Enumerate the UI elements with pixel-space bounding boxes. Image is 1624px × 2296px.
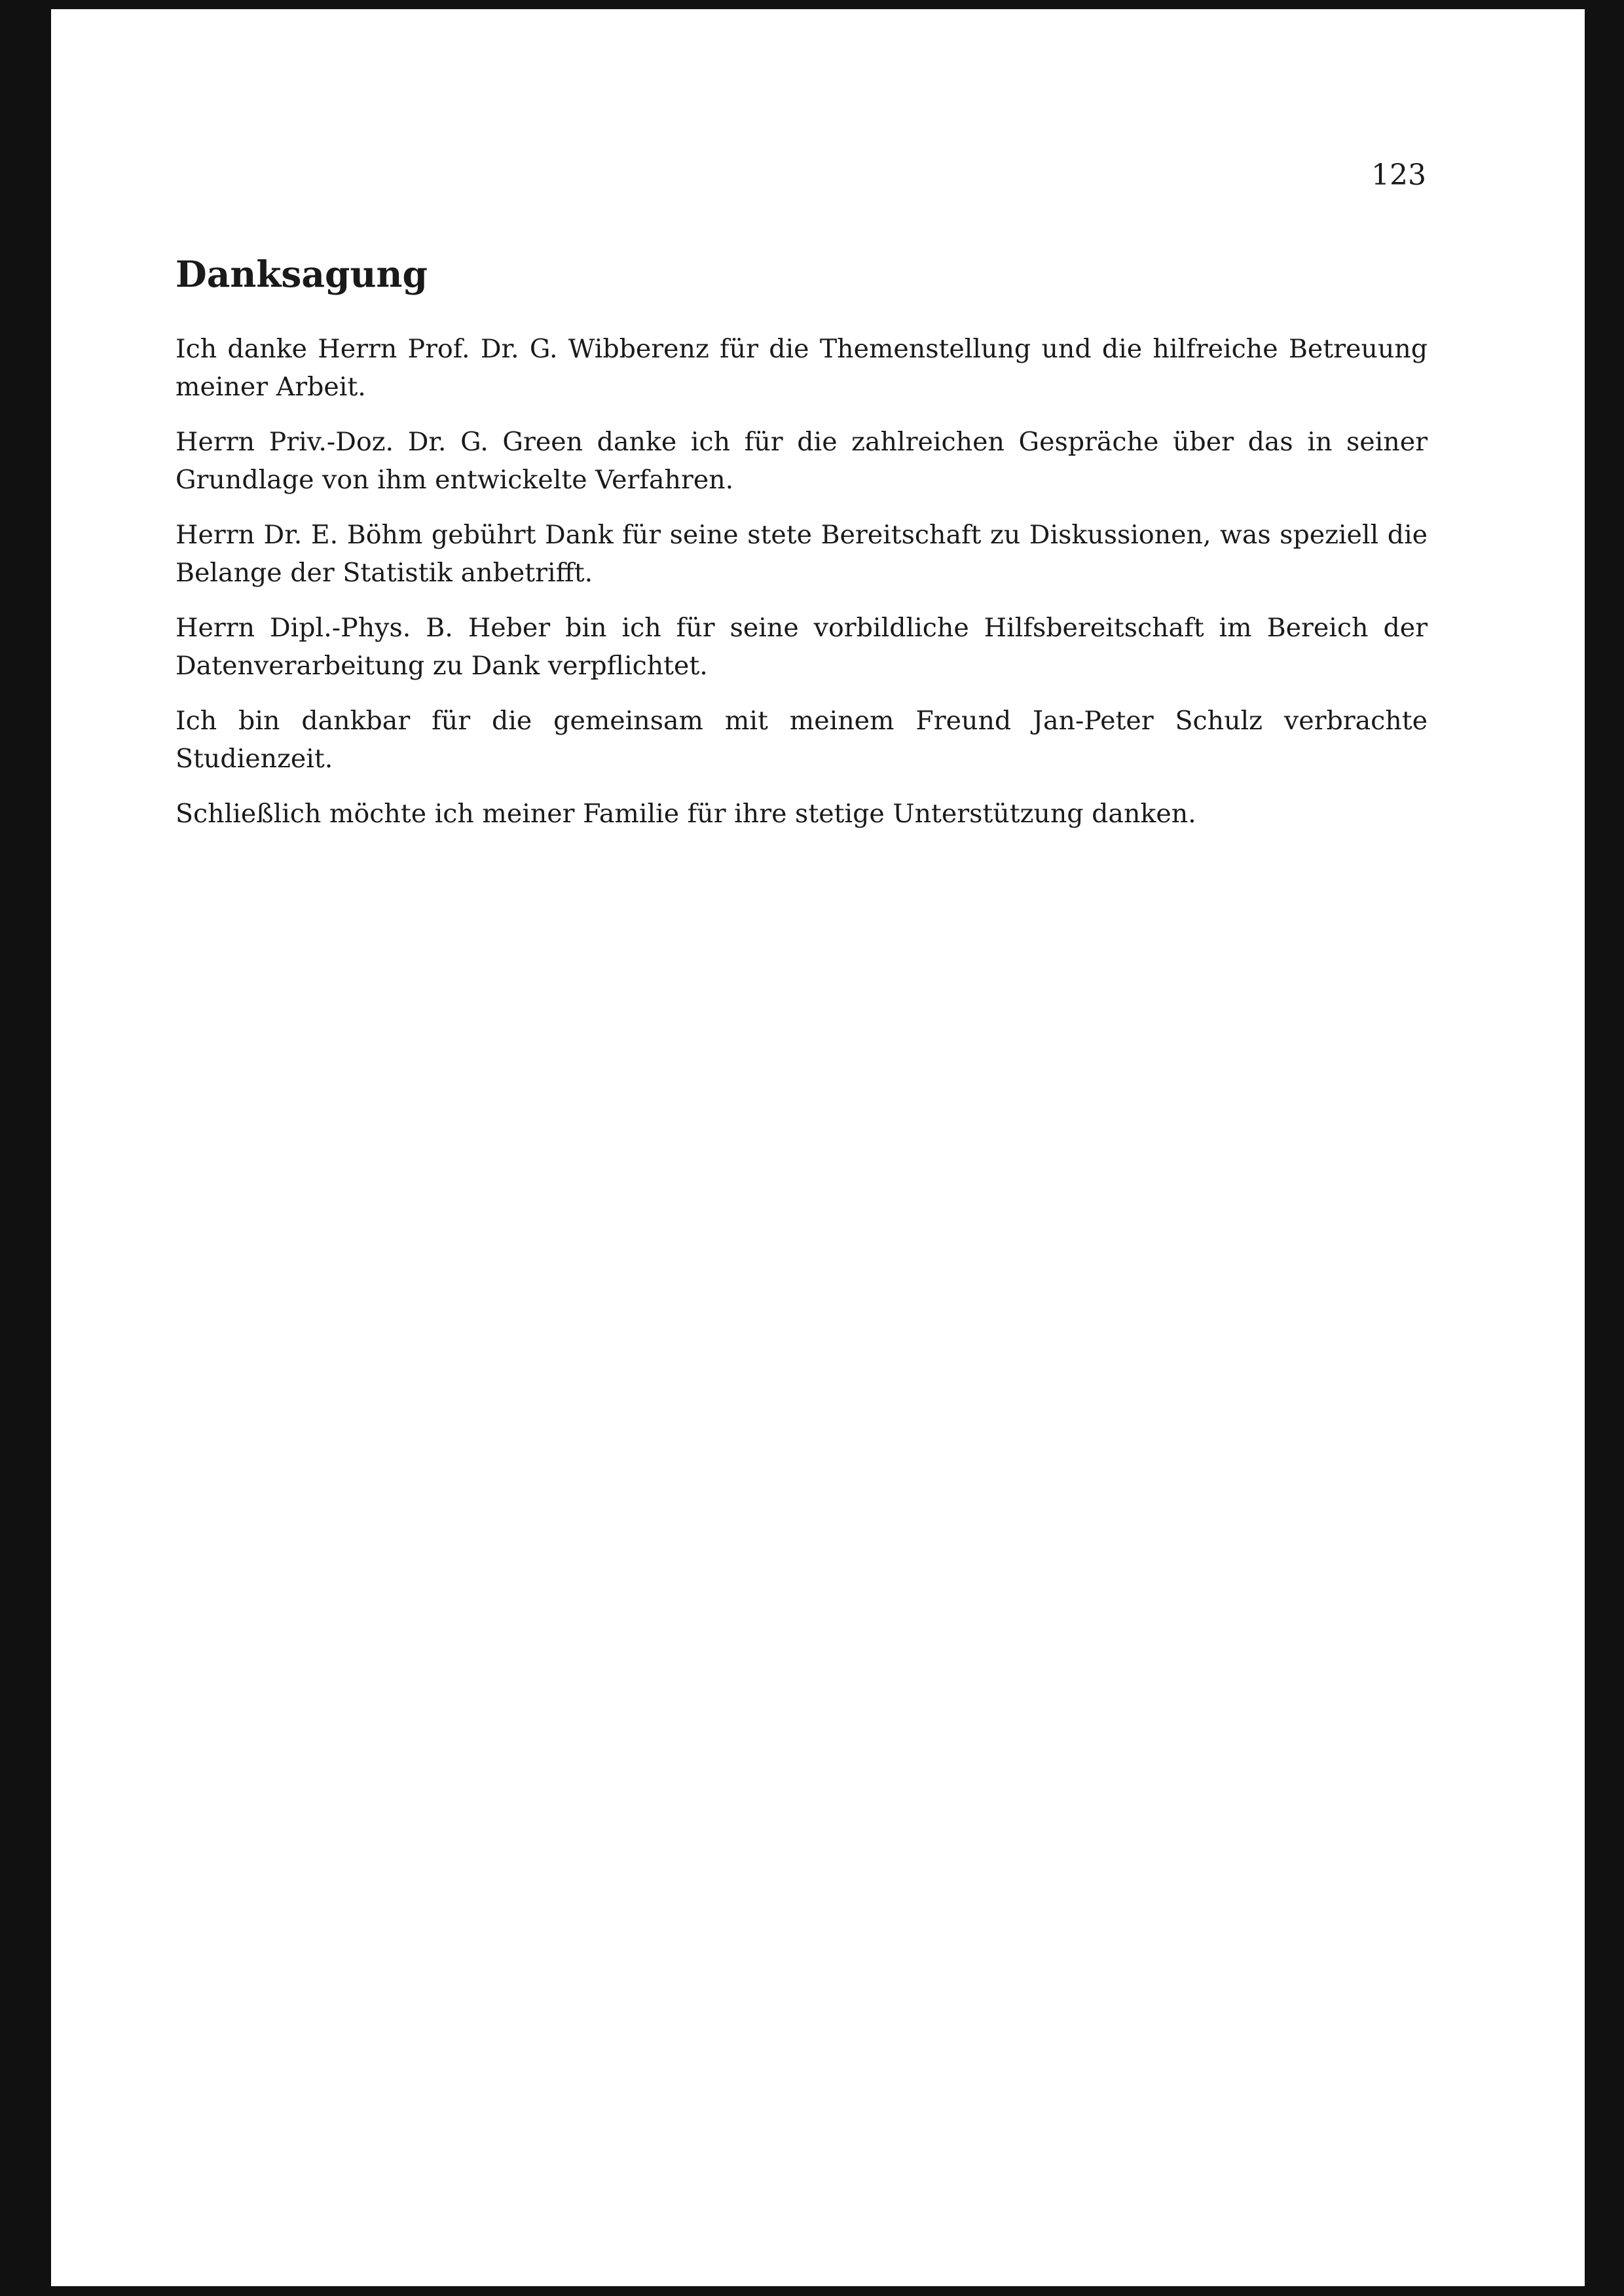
paragraph-2: Herrn Priv.-Doz. Dr. G. Green danke ich für die zahlreichen Gespräche über das in seiner Grundlage von ihm entwickelte Verfahren. xyxy=(175,427,1428,495)
paragraph-3: Herrn Dr. E. Böhm gebührt Dank für seine stete Bereitschaft zu Diskussionen, was speziell die Belange der Statistik anbetrifft. xyxy=(175,520,1428,588)
paragraph-4: Herrn Dipl.-Phys. B. Heber bin ich für seine vorbildliche Hilfsbereitschaft im Bereich der Datenverarbeitung zu Dank verpflichtet. xyxy=(175,613,1428,681)
paragraph-1: Ich danke Herrn Prof. Dr. G. Wibberenz für die Themenstellung und die hilfreiche Betreuung meiner Arbeit. xyxy=(175,334,1428,402)
document-page xyxy=(51,9,1585,2286)
page-number: 123 xyxy=(1371,158,1426,192)
paragraph-6: Schließlich möchte ich meiner Familie für ihre stetige Unterstützung danken. xyxy=(175,799,1196,829)
paragraph-5: Ich bin dankbar für die gemeinsam mit meinem Freund Jan-Peter Schulz verbrachte Studienzeit. xyxy=(175,706,1428,774)
acknowledgements-body xyxy=(175,330,1428,850)
section-heading: Danksagung xyxy=(175,253,428,295)
